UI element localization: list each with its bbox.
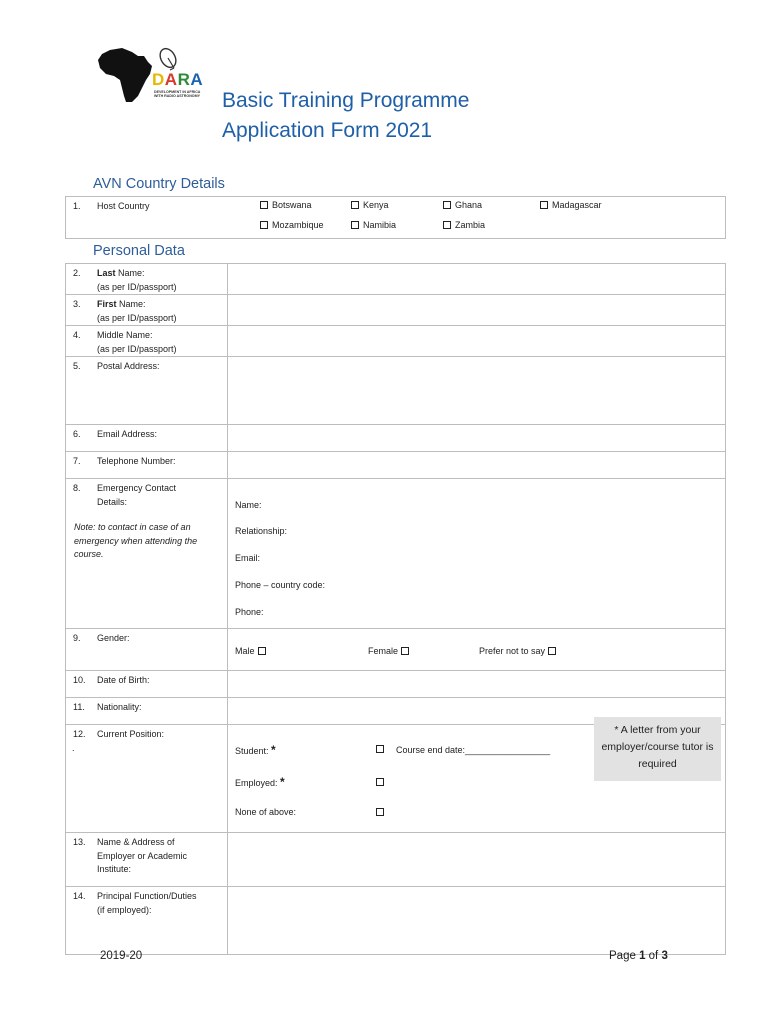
logo-letter: A <box>164 70 178 89</box>
option-label: Botswana <box>272 200 312 210</box>
gender-option-female[interactable] <box>368 646 409 656</box>
table-row <box>66 425 726 452</box>
date-of-birth-input[interactable] <box>228 671 726 698</box>
field-label: Telephone Number: <box>97 456 176 466</box>
field-label: Email Address: <box>97 429 158 439</box>
field-label: Middle Name: <box>97 330 153 340</box>
checkbox[interactable] <box>351 201 359 209</box>
field-label: Postal Address: <box>97 361 160 371</box>
field-label: (if employed): <box>97 904 152 915</box>
field-label-bold: First <box>97 299 117 309</box>
field-label: Name & Address of <box>97 837 175 847</box>
table-row <box>66 479 726 629</box>
field-label: Institute: <box>97 864 132 874</box>
checkbox[interactable] <box>260 221 268 229</box>
option-label: Madagascar <box>552 200 602 210</box>
row-number: 13. <box>73 837 86 847</box>
row-number: 8. <box>73 483 81 493</box>
note-line: emergency when attending the <box>74 535 198 546</box>
checkbox[interactable] <box>548 647 556 655</box>
row-number: 7. <box>73 456 81 466</box>
checkbox[interactable] <box>540 201 548 209</box>
section-heading-personal: Personal Data <box>93 243 185 259</box>
employer-address-input[interactable] <box>228 833 726 887</box>
emergency-contact-cell[interactable] <box>228 479 726 629</box>
course-end-date-field[interactable]: Course end date:_________________ <box>396 745 551 755</box>
title-line-2: Application Form 2021 <box>222 119 433 142</box>
field-sublabel: (as per ID/passport) <box>97 343 177 354</box>
field-label: Emergency Contact <box>97 483 177 493</box>
emergency-phone-label: Phone: <box>235 607 264 617</box>
checkbox[interactable] <box>351 221 359 229</box>
option-label: Zambia <box>455 220 486 230</box>
emergency-country-code-label: Phone – country code: <box>235 580 326 590</box>
country-option-kenya[interactable] <box>351 200 389 210</box>
row-number: 4. <box>73 330 81 340</box>
field-sublabel: (as per ID/passport) <box>97 312 177 323</box>
logo-letter: R <box>177 70 191 89</box>
field-label: Nationality: <box>97 702 142 712</box>
row-number: 11. <box>73 702 85 712</box>
row-number: 12. <box>73 729 86 739</box>
letter-required-note: * A letter from your employer/course tutor is required <box>594 717 721 781</box>
gender-option-prefer-not-to-say[interactable] <box>479 646 556 656</box>
row-number: 1. <box>73 201 81 211</box>
telephone-number-input[interactable] <box>228 452 726 479</box>
table-row <box>66 629 726 671</box>
checkbox[interactable] <box>258 647 266 655</box>
logo-letter: A <box>190 70 204 89</box>
checkbox[interactable] <box>260 201 268 209</box>
position-none-label: None of above: <box>235 807 297 817</box>
option-label: Female <box>368 646 399 656</box>
field-label-bold: Last <box>97 268 116 278</box>
logo-wordmark <box>152 70 203 90</box>
postal-address-input[interactable] <box>228 357 726 425</box>
country-option-namibia[interactable] <box>351 220 396 230</box>
table-row <box>66 887 726 955</box>
field-label: Date of Birth: <box>97 675 150 685</box>
table-row <box>66 833 726 887</box>
field-label: Details: <box>97 496 128 507</box>
option-label: Ghana <box>455 200 483 210</box>
table-row <box>66 326 726 357</box>
page-indicator: Page 1 of 3 <box>609 950 668 962</box>
personal-data-table <box>65 263 726 955</box>
principal-duties-input[interactable] <box>228 887 726 955</box>
host-country-cell <box>66 197 726 239</box>
table-row <box>66 357 726 425</box>
field-label: Employer or Academic <box>97 850 188 861</box>
field-label: Gender: <box>97 633 130 643</box>
table-row <box>66 452 726 479</box>
note-line: course. <box>74 549 104 559</box>
option-label: Prefer not to say <box>479 646 546 656</box>
email-address-input[interactable] <box>228 425 726 452</box>
none-of-above-checkbox[interactable] <box>376 808 384 816</box>
checkbox[interactable] <box>443 201 451 209</box>
footer-year: 2019-20 <box>100 950 143 962</box>
option-label: Male <box>235 646 255 656</box>
row-number: 5. <box>73 361 81 371</box>
country-option-madagascar[interactable] <box>540 200 602 210</box>
position-student-label: Student: * <box>235 743 276 757</box>
logo-sub-line: DEVELOPMENT IN AFRICA <box>154 90 201 94</box>
first-name-input[interactable] <box>228 295 726 326</box>
student-checkbox[interactable] <box>376 745 384 753</box>
table-row <box>66 295 726 326</box>
host-country-label: Host Country <box>97 201 150 211</box>
logo-subtitle <box>154 90 200 99</box>
emergency-name-label: Name: <box>235 500 262 510</box>
country-option-zambia[interactable] <box>443 220 485 230</box>
field-label: Principal Function/Duties <box>97 891 197 901</box>
checkbox[interactable] <box>443 221 451 229</box>
table-row <box>66 671 726 698</box>
title-line-1: Basic Training Programme <box>222 89 470 112</box>
country-option-mozambique[interactable] <box>260 220 324 230</box>
field-sublabel: (as per ID/passport) <box>97 281 177 292</box>
option-label: Namibia <box>363 220 397 230</box>
field-label: Name: <box>116 299 146 309</box>
position-employed-label: Employed: * <box>235 775 285 789</box>
row-number: 2. <box>73 268 81 278</box>
field-sublabel: . <box>72 742 75 753</box>
row-number: 10. <box>73 675 86 685</box>
logo-sub-line: WITH RADIO ASTRONOMY <box>154 94 200 99</box>
last-name-input[interactable] <box>228 264 726 295</box>
row-number: 14. <box>73 891 86 901</box>
employed-checkbox[interactable] <box>376 778 384 786</box>
note-line: Note: to contact in case of an <box>74 522 191 532</box>
table-row <box>66 264 726 295</box>
country-option-ghana[interactable] <box>443 200 482 210</box>
middle-name-input[interactable] <box>228 326 726 357</box>
gender-cell <box>228 629 726 671</box>
row-number: 9. <box>73 633 81 643</box>
field-label: Name: <box>115 268 145 278</box>
country-option-botswana[interactable] <box>260 200 312 210</box>
field-label: Current Position: <box>97 729 165 739</box>
gender-option-male[interactable] <box>235 646 266 656</box>
section-heading-avn: AVN Country Details <box>93 176 225 192</box>
emergency-note <box>74 521 223 562</box>
form-title <box>222 86 469 146</box>
host-country-table <box>65 196 726 239</box>
option-label: Kenya <box>363 200 389 210</box>
option-label: Mozambique <box>272 220 324 230</box>
checkbox[interactable] <box>401 647 409 655</box>
emergency-relationship-label: Relationship: <box>235 526 288 536</box>
emergency-email-label: Email: <box>235 553 261 563</box>
row-number: 6. <box>73 429 81 439</box>
logo-letter: D <box>152 70 165 89</box>
row-number: 3. <box>73 299 81 309</box>
